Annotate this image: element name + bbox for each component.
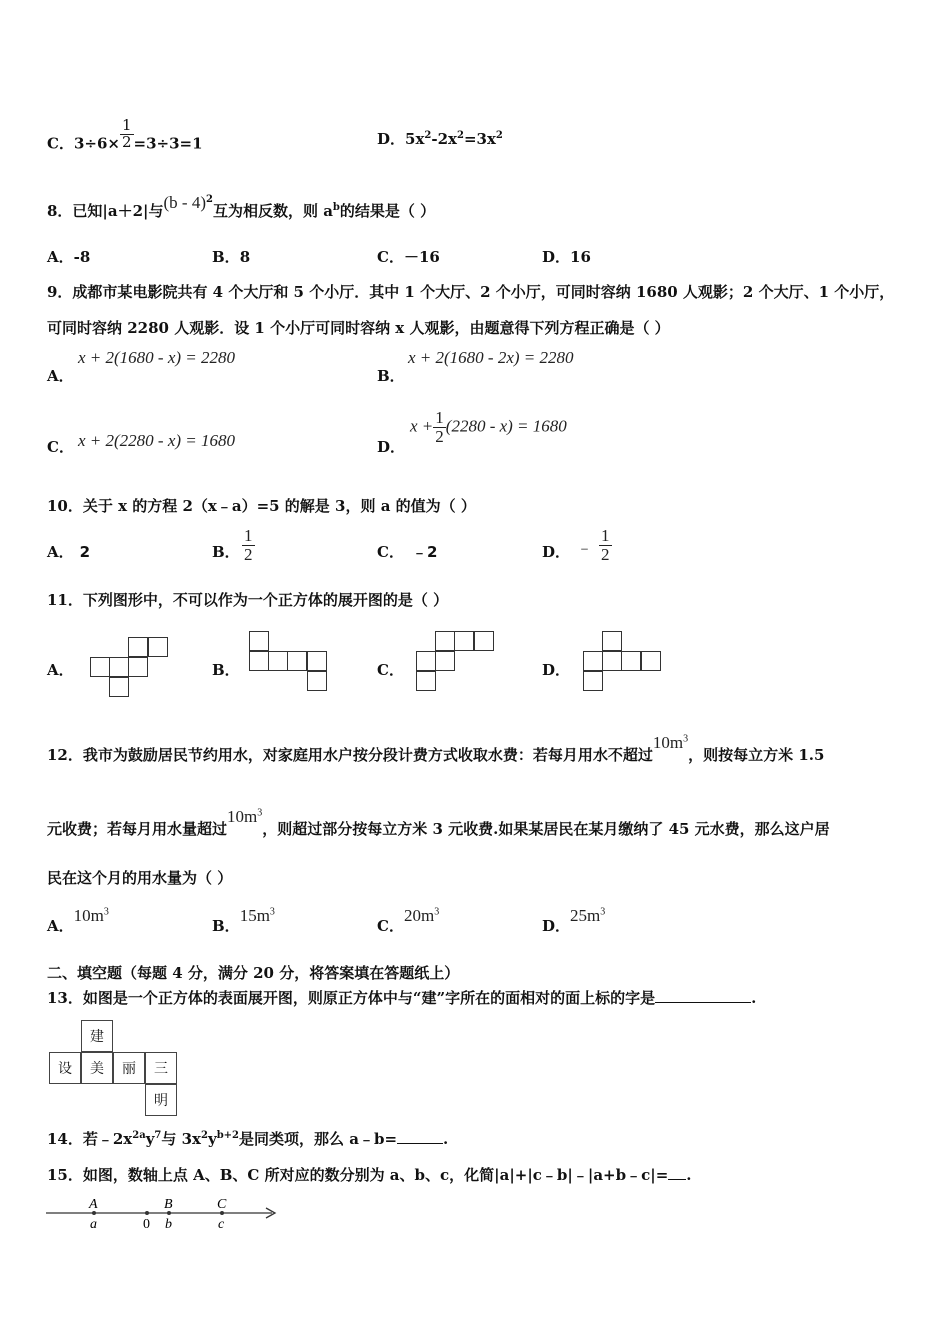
q13-cell-mei: 美 — [81, 1052, 113, 1084]
section-heading-fill-in: 二、填空题（每题 4 分，满分 20 分，将答案填在答题纸上） — [47, 964, 460, 982]
q12-option-a: A．$10m^3$ — [47, 906, 109, 935]
q15-number-line — [44, 1193, 284, 1233]
q13-answer-blank[interactable] — [655, 1002, 751, 1003]
q11-option-a-label: A． — [47, 661, 74, 679]
label-value-b: b — [165, 1217, 172, 1232]
q12-line2: 元收费；若每月用水量超过$10m^3$，则超过部分按每立方米 3 元收费.如果某居民在某月缴纳了 45 元水费，那么这户居 — [47, 807, 830, 838]
q13-cell-ming: 明 — [145, 1084, 177, 1116]
q11-option-c-label: C． — [377, 661, 404, 679]
q9-stem-line1: 9．成都市某电影院共有 4 个大厅和 5 个小厅．其中 1 个大厅、2 个小厅，可同时容纳 1680 人观影；2 个大厅、1 个小厅， — [47, 283, 895, 301]
q13-cell-jian: 建 — [81, 1020, 113, 1052]
q10-option-b-label: B． — [212, 543, 240, 561]
q12-option-b: B．$15m^3$ — [212, 906, 275, 935]
q12-option-c: C．$20m^3$ — [377, 906, 440, 935]
q14-answer-blank[interactable] — [397, 1143, 443, 1144]
q9-option-d-label: D． — [377, 438, 406, 456]
q13-cell-she: 设 — [49, 1052, 81, 1084]
q9-option-c-label: C． — [47, 438, 74, 456]
q9-stem-line2: 可同时容纳 2280 人观影．设 1 个小厅可同时容纳 x 人观影，由题意得下列方程正确是（ ） — [47, 319, 670, 337]
q10-option-b-fraction: $\frac{1}{2}$ — [244, 526, 253, 564]
q11-option-d-label: D． — [542, 661, 571, 679]
label-point-c: C — [217, 1197, 227, 1212]
q11-stem: 11．下列图形中，不可以作为一个正方体的展开图的是（ ） — [47, 591, 449, 609]
q10-option-d-fraction: ﹣ $\frac{1}{2}$ — [576, 526, 610, 564]
q15-stem: 15．如图，数轴上点 A、B、C 所对应的数分别为 a、b、c，化简|a|+|c﹣b|﹣|a+b﹣c|= . — [47, 1166, 692, 1184]
q13-stem: 13．如图是一个正方体的表面展开图，则原正方体中与“建”字所在的面相对的面上标的字是 . — [47, 989, 757, 1007]
q9-option-b-equation: x + 2(1680 - 2x) = 2280 — [408, 348, 574, 367]
label-point-b: B — [164, 1197, 173, 1212]
q9-option-a-label: A． — [47, 367, 74, 385]
q11-option-b-label: B． — [212, 661, 240, 679]
q8-option-c: C．－16 — [377, 248, 440, 266]
q14-stem: 14．若$﹣2x^{2a}y^7$与 $3x^2y^{b+2}$是同类项，那么 a﹣b= . — [47, 1130, 449, 1148]
q15-answer-blank[interactable] — [668, 1179, 686, 1180]
q9-option-d-equation: x + $\frac{1}{2}$ (2280 - x) = 1680 — [410, 408, 567, 446]
q8-option-d: D．16 — [542, 248, 591, 266]
q10-option-d-label: D． — [542, 543, 571, 561]
q10-option-a: A． 2 — [47, 543, 91, 561]
label-value-c: c — [218, 1217, 225, 1232]
point-zero-dot — [145, 1211, 149, 1215]
label-value-zero: 0 — [143, 1217, 150, 1232]
q13-cell-san: 三 — [145, 1052, 177, 1084]
q9-option-a-equation: x + 2(1680 - x) = 2280 — [78, 348, 236, 367]
q12-option-d: D．$25m^3$ — [542, 906, 606, 935]
q7-fraction: $\frac{1}{2}$ — [121, 116, 132, 151]
q8-stem: 8．已知|a＋2|与(b - 4)$^2$互为相反数，则 $a^b$的结果是（ ） — [47, 193, 436, 220]
q7-option-d: D．$5x^2-2x^2=3x^2$ — [377, 130, 503, 148]
q10-option-c: C． ﹣2 — [377, 543, 438, 561]
label-point-a: A — [89, 1197, 98, 1212]
q7-option-c: C．3÷6× $\frac{1}{2}$ =3÷3=1 — [47, 116, 203, 153]
q9-option-b-label: B． — [377, 367, 405, 385]
q9-option-c-equation: x + 2(2280 - x) = 1680 — [78, 431, 236, 450]
q10-stem: 10．关于 x 的方程 2（x﹣a）=5 的解是 3，则 a 的值为（ ） — [47, 497, 476, 515]
label-value-a: a — [90, 1217, 97, 1232]
q12-line1: 12．我市为鼓励居民节约用水，对家庭用水户按分段计费方式收取水费：若每月用水不超过$10m^3$，则按每立方米 1.5 — [47, 733, 825, 764]
q13-cell-li: 丽 — [113, 1052, 145, 1084]
q12-line3: 民在这个月的用水量为（ ） — [47, 869, 233, 887]
q8-option-b: B．8 — [212, 248, 251, 266]
q8-option-a: A．-8 — [47, 248, 91, 266]
